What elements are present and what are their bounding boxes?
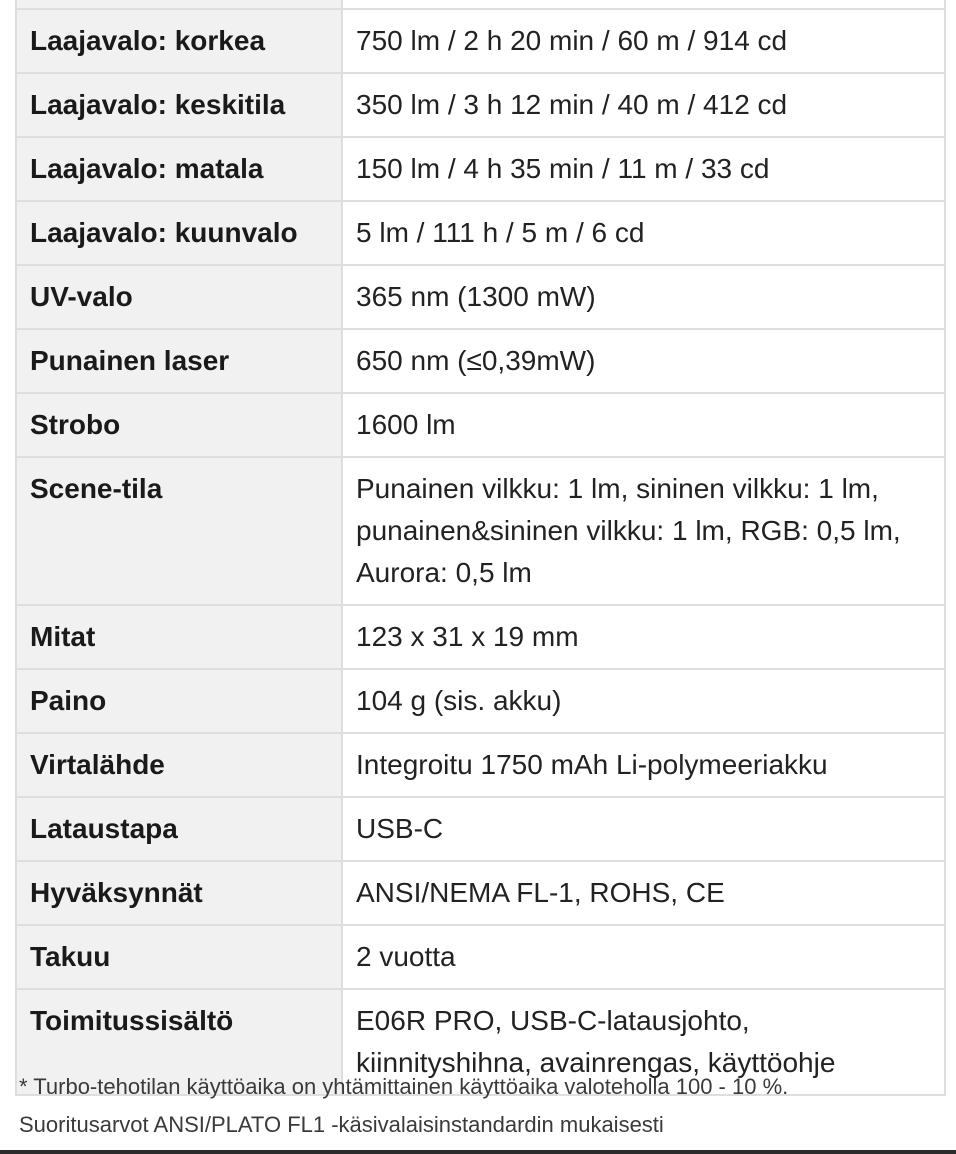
spec-value: 1600 lm [342, 393, 945, 457]
spec-label [16, 0, 342, 9]
spec-value [342, 0, 945, 9]
spec-value: E06R PRO, USB-C-latausjohto, kiinnityshihna, avainrengas, käyttöohje [342, 989, 945, 1095]
table-row [16, 797, 945, 861]
spec-value: 750 lm / 2 h 20 min / 60 m / 914 cd [342, 9, 945, 73]
spec-value: Punainen vilkku: 1 lm, sininen vilkku: 1 lm, punainen&sininen vilkku: 1 lm, RGB: 0,5 lm, Aurora: 0,5 lm [342, 457, 945, 605]
table-row [16, 137, 945, 201]
table-row [16, 861, 945, 925]
spec-label: Takuu [16, 925, 342, 989]
spec-value: 2 vuotta [342, 925, 945, 989]
spec-label: Laajavalo: korkea [16, 9, 342, 73]
spec-value: USB-C [342, 797, 945, 861]
table-row [16, 265, 945, 329]
spec-value: 650 nm (≤0,39mW) [342, 329, 945, 393]
spec-label: Virtalähde [16, 733, 342, 797]
spec-value: Integroitu 1750 mAh Li-polymeeriakku [342, 733, 945, 797]
table-row [16, 605, 945, 669]
spec-value: 104 g (sis. akku) [342, 669, 945, 733]
spec-label: Strobo [16, 393, 342, 457]
table-row [16, 669, 945, 733]
table-row [16, 733, 945, 797]
spec-label: Mitat [16, 605, 342, 669]
footnote-line-1: * Turbo-tehotilan käyttöaika on yhtämittainen käyttöaika valoteholla 100 - 10 %. [19, 1074, 789, 1099]
table-row [16, 9, 945, 73]
spec-value: 150 lm / 4 h 35 min / 11 m / 33 cd [342, 137, 945, 201]
spec-value: 5 lm / 111 h / 5 m / 6 cd [342, 201, 945, 265]
footnote-line-2: Suoritusarvot ANSI/PLATO FL1 -käsivalaisinstandardin mukaisesti [19, 1112, 664, 1137]
bottom-divider [0, 1150, 956, 1154]
spec-value: 123 x 31 x 19 mm [342, 605, 945, 669]
spec-value: 350 lm / 3 h 12 min / 40 m / 412 cd [342, 73, 945, 137]
spec-label: Paino [16, 669, 342, 733]
spec-table [15, 0, 946, 1096]
spec-label: Laajavalo: matala [16, 137, 342, 201]
spec-label: UV-valo [16, 265, 342, 329]
table-row [16, 329, 945, 393]
table-row [16, 73, 945, 137]
table-row [16, 393, 945, 457]
spec-value: 365 nm (1300 mW) [342, 265, 945, 329]
spec-label: Punainen laser [16, 329, 342, 393]
spec-label: Hyväksynnät [16, 861, 342, 925]
spec-label: Laajavalo: keskitila [16, 73, 342, 137]
spec-label: Lataustapa [16, 797, 342, 861]
table-row [16, 201, 945, 265]
spec-label: Laajavalo: kuunvalo [16, 201, 342, 265]
table-row [16, 0, 945, 9]
footnote [19, 1068, 939, 1144]
spec-label: Scene-tila [16, 457, 342, 605]
spec-label: Toimitussisältö [16, 989, 342, 1095]
spec-value: ANSI/NEMA FL-1, ROHS, CE [342, 861, 945, 925]
table-row [16, 457, 945, 605]
table-row [16, 925, 945, 989]
